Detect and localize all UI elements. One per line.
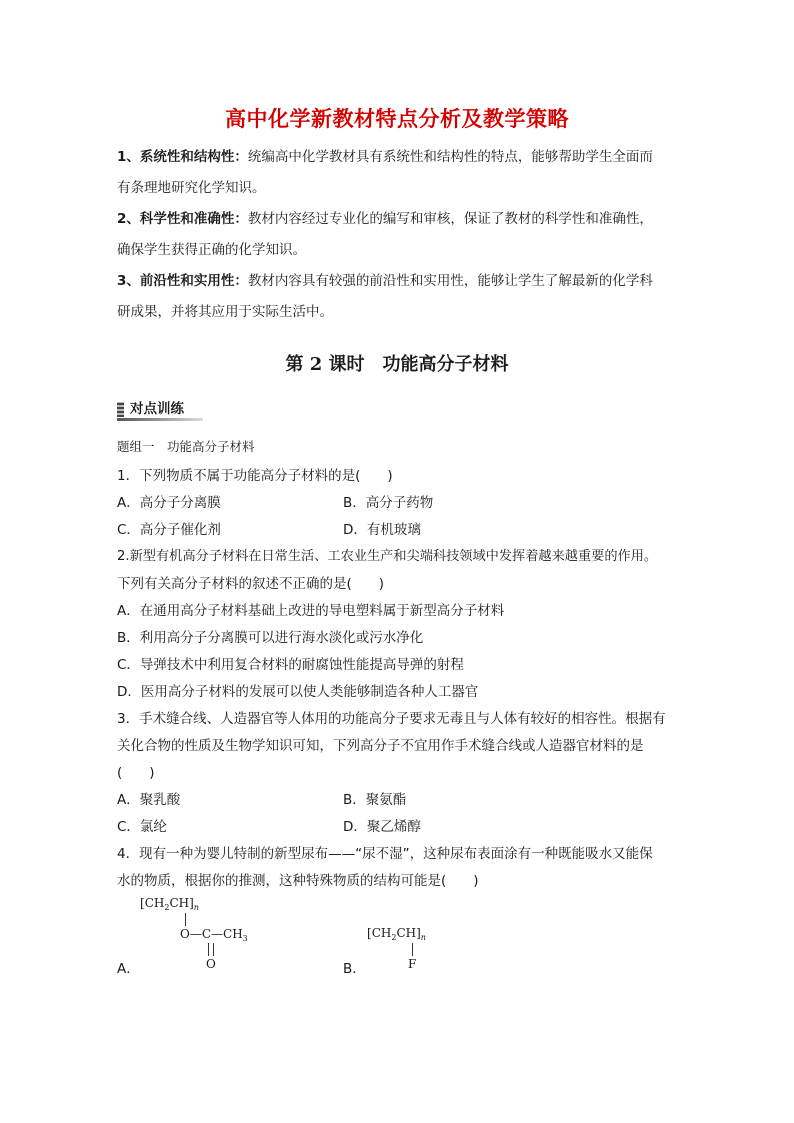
section-underline xyxy=(117,418,203,421)
option-a-chain: $[CH_2CH]_n$ xyxy=(140,896,199,912)
bracket-right-icon: ] xyxy=(189,896,194,910)
lesson-topic: 功能高分子材料 xyxy=(382,354,509,375)
bracket-right-icon: ] xyxy=(416,926,421,940)
intro-point-2 xyxy=(117,204,687,266)
question-1-option-b: B．高分子药物 xyxy=(343,495,434,511)
intro-point-1 xyxy=(117,142,687,204)
option-a-carbonyl-oxygen: O xyxy=(206,957,216,971)
question-2-option-a: A．在通用高分子材料基础上改进的导电塑料属于新型高分子材料 xyxy=(117,603,505,619)
question-2-stem-line-1: 2.新型有机高分子材料在日常生活、工农业生产和尖端科技领域中发挥着越来越重要的作用。 xyxy=(117,549,658,564)
question-3-option-c: C．氯纶 xyxy=(117,819,167,835)
option-b-label: B． xyxy=(343,961,366,977)
question-4-stem-line-1: 4．现有一种为婴儿特制的新型尿布——“尿不湿”，这种尿布表面涂有一种既能吸水又能保 xyxy=(117,846,653,862)
question-3-stem-line-3: ( ) xyxy=(117,765,155,781)
intro-point-3 xyxy=(117,266,687,328)
intro-point-continuation: 有条理地研究化学知识。 xyxy=(117,180,266,196)
bracket-left-icon: [ xyxy=(140,896,145,910)
intro-point-text: 教材内容具有较强的前沿性和实用性，能够让学生了解最新的化学科 xyxy=(247,273,653,289)
section-label: 对点训练 xyxy=(130,401,184,417)
question-4-stem-line-2: 水的物质，根据你的推测，这种特殊物质的结构可能是( ) xyxy=(117,873,479,889)
question-3-stem-line-1: 3．手术缝合线、人造器官等人体用的功能高分子要求无毒且与人体有较好的相容性。根据有 xyxy=(117,711,666,727)
section-marker-icon xyxy=(117,402,124,417)
page-title: 高中化学新教材特点分析及教学策略 xyxy=(225,107,569,131)
question-1-option-c: C．高分子催化剂 xyxy=(117,522,221,538)
question-1-option-d: D．有机玻璃 xyxy=(343,522,421,538)
question-group-label: 题组一 功能高分子材料 xyxy=(117,439,255,454)
lesson-number: 第 2 课时 xyxy=(285,354,365,375)
question-3-option-b: B．聚氨酯 xyxy=(343,792,407,808)
intro-point-heading: 1、系统性和结构性： xyxy=(117,149,248,165)
intro-point-text: 教材内容经过专业化的编写和审核，保证了教材的科学性和准确性， xyxy=(247,211,653,227)
intro-point-continuation: 确保学生获得正确的化学知识。 xyxy=(117,242,306,258)
option-b-fluorine: F xyxy=(408,957,417,971)
intro-point-heading: 3、前沿性和实用性： xyxy=(117,273,248,289)
question-3-option-a: A．聚乳酸 xyxy=(117,792,181,808)
section-tag xyxy=(117,399,203,419)
question-3-option-d: D．聚乙烯醇 xyxy=(343,819,421,835)
intro-point-continuation: 研成果，并将其应用于实际生活中。 xyxy=(117,304,333,320)
intro-point-heading: 2、科学性和准确性： xyxy=(117,211,248,227)
question-1-option-a: A．高分子分离膜 xyxy=(117,495,221,511)
option-b-chain: $[CH_2CH]_n$ xyxy=(367,926,426,942)
bracket-left-icon: [ xyxy=(367,926,372,940)
option-a-ester-group: $O—C—CH_3$ xyxy=(180,927,248,943)
question-2-option-d: D．医用高分子材料的发展可以使人类能够制造各种人工器官 xyxy=(117,684,479,700)
question-2-stem-line-2: 下列有关高分子材料的叙述不正确的是( ) xyxy=(117,576,385,592)
intro-point-text: 统编高中化学教材具有系统性和结构性的特点，能够帮助学生全面而 xyxy=(247,149,653,165)
question-1-stem: 1．下列物质不属于功能高分子材料的是( ) xyxy=(117,468,393,484)
option-a-label: A． xyxy=(117,961,140,977)
question-2-option-c: C．导弹技术中利用复合材料的耐腐蚀性能提高导弹的射程 xyxy=(117,657,464,673)
lesson-title xyxy=(0,350,794,376)
question-2-option-b: B．利用高分子分离膜可以进行海水淡化或污水净化 xyxy=(117,630,424,646)
question-3-stem-line-2: 关化合物的性质及生物学知识可知，下列高分子不宜用作手术缝合线或人造器官材料的是 xyxy=(117,738,644,754)
